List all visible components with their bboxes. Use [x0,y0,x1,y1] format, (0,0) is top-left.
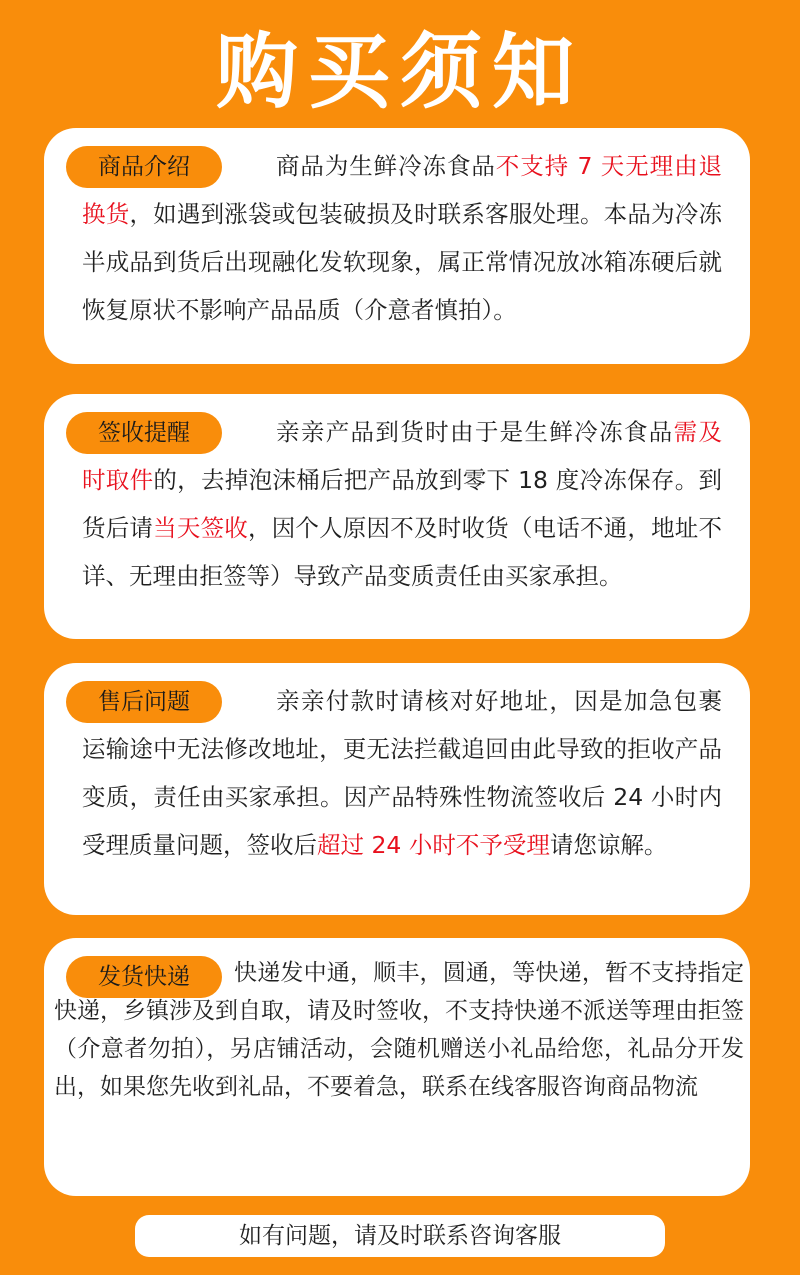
text-segment: 的，去掉泡沫桶后把产品放到零下 18 度冷冻保存。到货后请 [82,466,723,542]
contact-footer: 如有问题，请及时联系咨询客服 [135,1215,665,1257]
section-card-product-intro [44,128,750,364]
text-segment: ，因个人原因不及时收货（电话不通，地址不详、无理由拒签等）导致产品变质责任由买家承担。 [82,514,723,590]
section-card-after-sales [44,663,750,915]
text-segment: 快递发中通，顺丰，圆通，等快递，暂不支持指定快递，乡镇涉及到自取，请及时签收，不支持快递不派送等理由拒签（介意者勿拍），另店铺活动，会随机赠送小礼品给您，礼品分开发出，如果您先收到礼品，不要着急，联系在线客服咨询商品物流 [54,960,744,1100]
badge-product-intro: 商品介绍 [66,146,222,188]
badge-shipping: 发货快递 [66,956,222,998]
section-card-delivery-reminder [44,394,750,639]
text-segment: 商品为生鲜冷冻食品 [276,152,496,180]
section-text-product-intro [82,142,722,334]
text-segment: ，如遇到涨袋或包装破损及时联系客服处理。本品为冷冻半成品到货后出现融化发软现象，属正常情况放冰箱冻硬后就恢复原状不影响产品品质（介意者慎拍）。 [82,200,723,324]
badge-delivery-reminder: 签收提醒 [66,412,222,454]
text-segment: 请您谅解。 [549,831,668,859]
section-text-after-sales [82,677,722,869]
highlight-text: 当天签收 [153,514,248,542]
badge-after-sales: 售后问题 [66,681,222,723]
highlight-text: 不支持 7 天无理由退换货 [82,152,722,228]
section-card-shipping [44,938,750,1196]
highlight-text: 超过 24 小时不予受理 [317,831,550,859]
text-segment: 亲亲产品到货时由于是生鲜冷冻食品 [276,418,674,446]
highlight-text: 需及时取件 [82,418,723,494]
page-title: 购买须知 [215,25,584,120]
section-text-shipping [54,954,744,1106]
text-segment: 亲亲付款时请核对好地址，因是加急包裹运输途中无法修改地址，更无法拦截追回由此导致的拒收产品变质，责任由买家承担。因产品特殊性物流签收后 24 小时内受理质量问题，签收后 [82,687,722,859]
section-text-delivery-reminder [82,408,722,600]
